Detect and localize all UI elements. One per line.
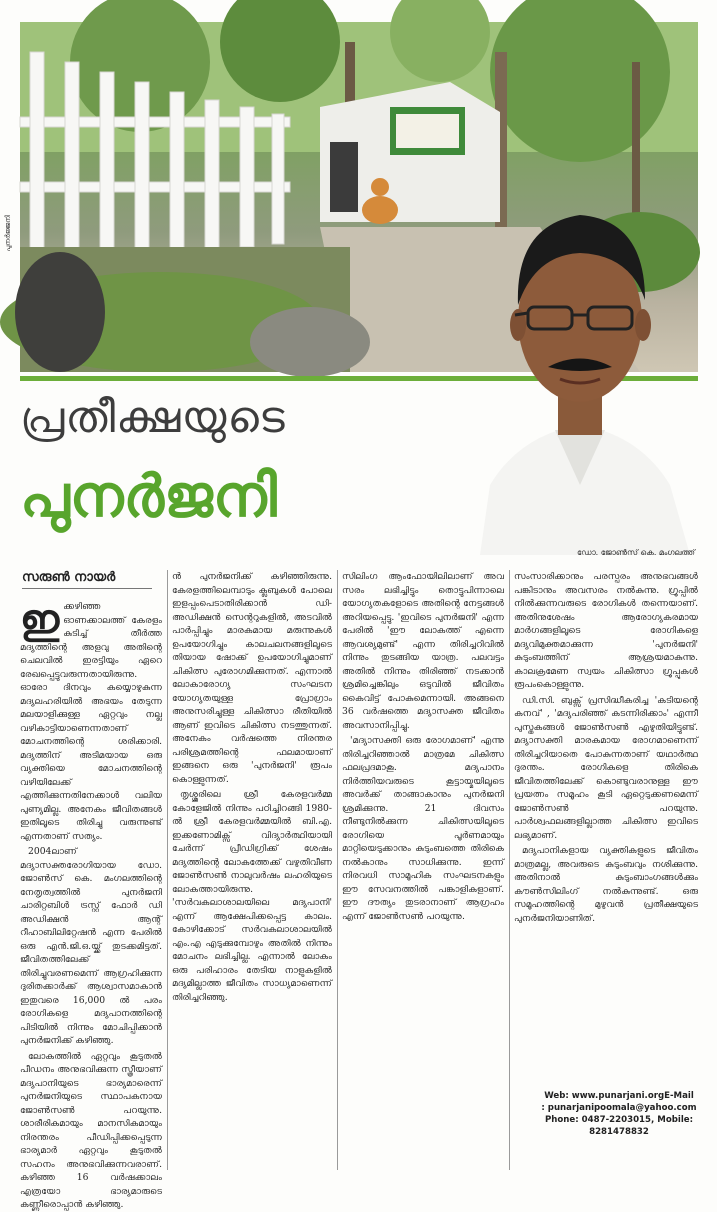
paragraph: ക്കഴിഞ്ഞ ഓണക്കാലത്ത് കേരളം കുടിച്ച് തീർത്ത മദ്യത്തിന്റെ അളവു അതിന്റെ ചെലവിൽ ഇരട്ടിയും ഏറെ രേഖപ്പെട്ടുവരുന്നതായിരുന്നു. ഓരോ ദിനവും കയ്യൊഴുകുന്ന മദ്യലഹരിയിൽ അഭയം തേടുന്ന മലയാളിക്കുള്ള ഏറ്റവും നല്ല വഴികാട്ടിയാണെന്നതാണ് മോചനത്തിന്റെ ശരിക്കാരി. മദ്യത്തിന് അടിമയായ ഒരു വ്യക്തിയെ മോചനത്തിന്റെ വഴിയിലേക്ക് എത്തിക്കുന്നതിനേക്കാൾ വലിയ പുണ്യമില്ല. അനേകം ജീവിതങ്ങൾ ഇതിലൂടെ തിരിച്ചു വരുന്നുണ്ട് എന്നതാണ് സത്യം. [20,601,162,842]
headline-line-1: പ്രതീക്ഷയുടെ [20,392,286,443]
paragraph: 'മദ്യാസക്തി ഒരു രോഗമാണ്' എന്നു തിരിച്ചറിഞ്ഞാൽ മാത്രമേ ചികിത്സ ഫലപ്രദമാകൂ. മദ്യപാനം നിർത്തിയവരുടെ കൂട്ടായ്മയിലൂടെ അവർക്ക് താങ്ങാകാനും പുനർജനി ശ്രമിക്കുന്നു. 21 ദിവസം നീണ്ടുനിൽക്കുന്ന ചികിത്സയിലൂടെ രോഗിയെ പൂർണമായും മാറ്റിയെടുക്കാനും കുടുംബത്തെ തിരികെ നൽകാനും സാധിക്കുന്നു. ഇന്ന് നിരവധി സാമൂഹിക സംഘടനകളും ഈ സേവനത്തിൽ പങ്കാളികളാണ്. ഈ ദൗത്യം തുടരാനാണ് ആഗ്രഹം എന്ന് ജോൺസൺ പറയുന്നു. [342,735,504,922]
paragraph: സിലിംഗ ആംഫോയിലിലാണ് അവ സരം ലഭിച്ചിട്ടും തൊട്ടുപിന്നാലെ യോഗ്യതകളോടെ അതിന്റെ നേട്ടങ്ങൾ അറിയപ്പെട്ടു. 'ഇവിടെ പുനർജനി' എന്ന പേരിൽ 'ഈ ലോകത്ത് എന്നെ ആവശ്യമുണ്ട്' എന്ന തിരിച്ചറിവിൽ നിന്നും തുടങ്ങിയ യാത്ര. പലവട്ടം അതിൽ നിന്നും തിരിഞ്ഞ് നടക്കാൻ ശ്രമിച്ചെങ്കിലും ഒടുവിൽ ജീവിതം കൈവിട്ട് പോകുമെന്നായി. അങ്ങനെ 36 വർഷത്തെ മദ്യാസക്ത ജീവിതം അവസാനിപ്പിച്ചു. [342,571,504,731]
contact-email: : punarjanipoomala@yahoo.com [541,1103,697,1113]
contact-phone: Phone: 0487-2203015, Mobile: [544,1115,694,1125]
article-column-4 [514,570,698,1050]
portrait-caption: ഡോ. ജോൺസ് കെ. മംഗലത്ത് [576,548,695,557]
paragraph: സംസാരിക്കാനും പരസ്പരം അനുഭവങ്ങൾ പങ്കിടാനും അവസരം നൽകുന്നു. ഗ്രൂപ്പിൽ നിൽക്കുന്നവരുടെ രോഗികൾ തന്നെയാണ്. അതിനുശേഷം ആരോഗ്യകരമായ മാർഗങ്ങളിലൂടെ രോഗികളെ മദ്യവിമുക്തമാക്കുന്ന 'പുനർജനി' കുടുംബത്തിന് ആശ്രയമാകുന്നു. കാലക്രമേണ സ്വയം ചികിത്സാ ഗ്രൂപ്പുകൾ രൂപംകൊള്ളുന്നു. [514,571,698,690]
photo-credit: പുനർജ്ജനി [4,215,12,252]
paragraph: തൃശ്ശൂരിലെ ശ്രീ കേരളവർമ്മ കോളേജിൽ നിന്നും പഠിച്ചിറങ്ങി 1980-ൽ ശ്രീ കേരളവർമ്മയിൽ ബി.എ. ഇക്കണോമിക്സ് വിദ്യാർത്ഥിയായി ചേർന്ന് പ്രീഡിഗ്രിക്ക് ശേഷം മദ്യത്തിന്റെ ലോകത്തേക്ക് വഴുതിവീണ ജോൺസൺ നാലുവർഷം ലഹരിയുടെ ലോകത്തായിരുന്നു. 'സർവകലാശാലയിലെ മദ്യപാനി' എന്ന് ആക്ഷേപിക്കപ്പെട്ട കാലം. കോഴിക്കോട് സർവകലാശാലയിൽ എം.എ എടുക്കുമ്പോഴും അതിൽ നിന്നും മോചനം ലഭിച്ചില്ല. എന്നാൽ ലോകം ഒരു പരിഹാരം തേടിയ നാളുകളിൽ മദ്യമില്ലാത്ത ജീവിതം സാധ്യമാണെന്ന് തിരിച്ചറിഞ്ഞു. [172,789,332,1003]
byline-rule [22,588,152,589]
paragraph: 2004ലാണ് മദ്യാസക്തരോഗിയായ ഡോ. ജോൺസ് കെ. മംഗലത്തിന്റെ നേതൃത്വത്തിൽ പുനർജനി ചാരിറ്റബിൾ ട്രസ്റ്റ് ഫോർ ഡി അഡിക്ഷൻ ആന്റ് റീഹാബിലിറ്റേഷൻ എന്ന പേരിൽ ഒരു എൻ.ജി.ഒ.യ്ക്ക് തുടക്കമിട്ടത്. ജീവിതത്തിലേക്ക് തിരിച്ചുവരണമെന്ന് ആഗ്രഹിക്കുന്ന ദുരിതക്കാർക്ക് ആശ്വാസമാകാൻ ഇതുവരെ 16,000 ൽ പരം രോഗികളെ മദ്യപാനത്തിന്റെ പിടിയിൽ നിന്നും മോചിപ്പിക്കാൻ പുനർജനിക്ക് കഴിഞ്ഞു. [20,846,162,1046]
column-rule [167,570,168,1170]
column-rule [509,570,510,1170]
headline-line-2: പുനർജനി [20,462,277,530]
paragraph: ഡി.സി. ബുക്സ് പ്രസിദ്ധീകരിച്ച 'കടിയന്റെ കനവ്' , 'മദ്യപരിഞ്ഞ് കടന്നിരിക്കാം' എന്നീ പുസ്തകങ്ങൾ ജോൺസൺ എഴുതിയിട്ടുണ്ട്. മദ്യാസക്തി മാരകമായ രോഗമാണെന്ന് തിരിച്ചറിയാതെ പോകുന്നതാണ് യഥാർത്ഥ ദുരന്തം. രോഗികളെ തിരികെ ജീവിതത്തിലേക്ക് കൊണ്ടുവരാനുള്ള ഈ പ്രയത്നം സമൂഹം കൂടി ഏറ്റെടുക്കണമെന്ന് ജോൺസൺ പറയുന്നു. പാർശ്വഫലങ്ങളില്ലാത്ത ചികിത്സ ഇവിടെ ലഭ്യമാണ്. [514,694,698,841]
article-column-3 [342,570,504,1170]
column-rule [337,570,338,1170]
portrait-photo [460,185,700,555]
paragraph: ൻ പുനർജനിക്ക് കഴിഞ്ഞിരുന്നു. കേരളത്തിലെമ്പാടും ക്ലബുകൾ പോലെ ഇളപ്പംപെടാതിരിക്കാൻ ഡി-അഡിക്ഷൻ സെന്ററുകളിൽ, അടവിൽ പാർപ്പിച്ചും മാരകമായ മരുന്നുകൾ ഉപയോഗിച്ചും കാലചലനങ്ങളിലൂടെ തിയായ ഷോക്ക് ഉപയോഗിച്ചുമാണ് ചികിത്സ പുരോഗമിക്കുന്നത്. എന്നാൽ ലോകാരോഗ്യ സംഘടന യോഗ്യതയുള്ള പ്രോഗ്രാം അനുസരിച്ചുള്ള ചികിത്സാ രീതിയിൽ ആണ് ഇവിടെ ചികിത്സ നടത്തുന്നത്. അനേകം വർഷത്തെ നിരന്തര പരിശ്രമത്തിന്റെ ഫലമായാണ് ഇങ്ങനെ ഒരു 'പുനർജനി' രൂപം കൊള്ളുന്നത്. [172,571,332,785]
paragraph: മദ്യപാനികളായ വ്യക്തികളുടെ ജീവിതം മാത്രമല്ല, അവരുടെ കുടുംബവും നശിക്കുന്നു. അതിനാൽ കുടുംബാംഗങ്ങൾക്കും കൗൺസിലിംഗ് നൽകുന്നുണ്ട്. ഒരു സമൂഹത്തിന്റെ മുഴുവൻ പ്രതീക്ഷയുടെ പുനർജനിയാണിത്. [514,845,698,924]
contact-web: Web: www.punarjani.orgE-Mail [544,1091,694,1101]
paragraph: ലോകത്തിൽ ഏറ്റവും കൂടുതൽ പീഡനം അനുഭവിക്കുന്ന സ്ത്രീയാണ് മദ്യപാനിയുടെ ഭാര്യമാരെന്ന് പുനർജനിയുടെ സ്ഥാപകനായ ജോൺസൺ പറയുന്നു. ശാരീരികമായും മാനസികമായും നിരന്തരം പീഡിപ്പിക്കപ്പെടുന്ന ഭാര്യമാർ ഏറ്റവും കൂടുതൽ സഹനം അനുഭവിക്കുന്നവരാണ്. കഴിഞ്ഞ 16 വർഷക്കാലം എത്രയോ ഭാര്യമാരുടെ കണ്ണീരൊപ്പാൻ കഴിഞ്ഞു. [20,1050,162,1210]
article-body [20,570,698,1210]
drop-cap: ഇ [20,596,60,643]
contact-mobile: 8281478832 [589,1127,649,1137]
contact-box [540,1090,698,1138]
article-column-1 [20,596,162,1210]
article-column-2 [172,570,332,1170]
byline: സരുൺ നായർ [22,570,116,585]
